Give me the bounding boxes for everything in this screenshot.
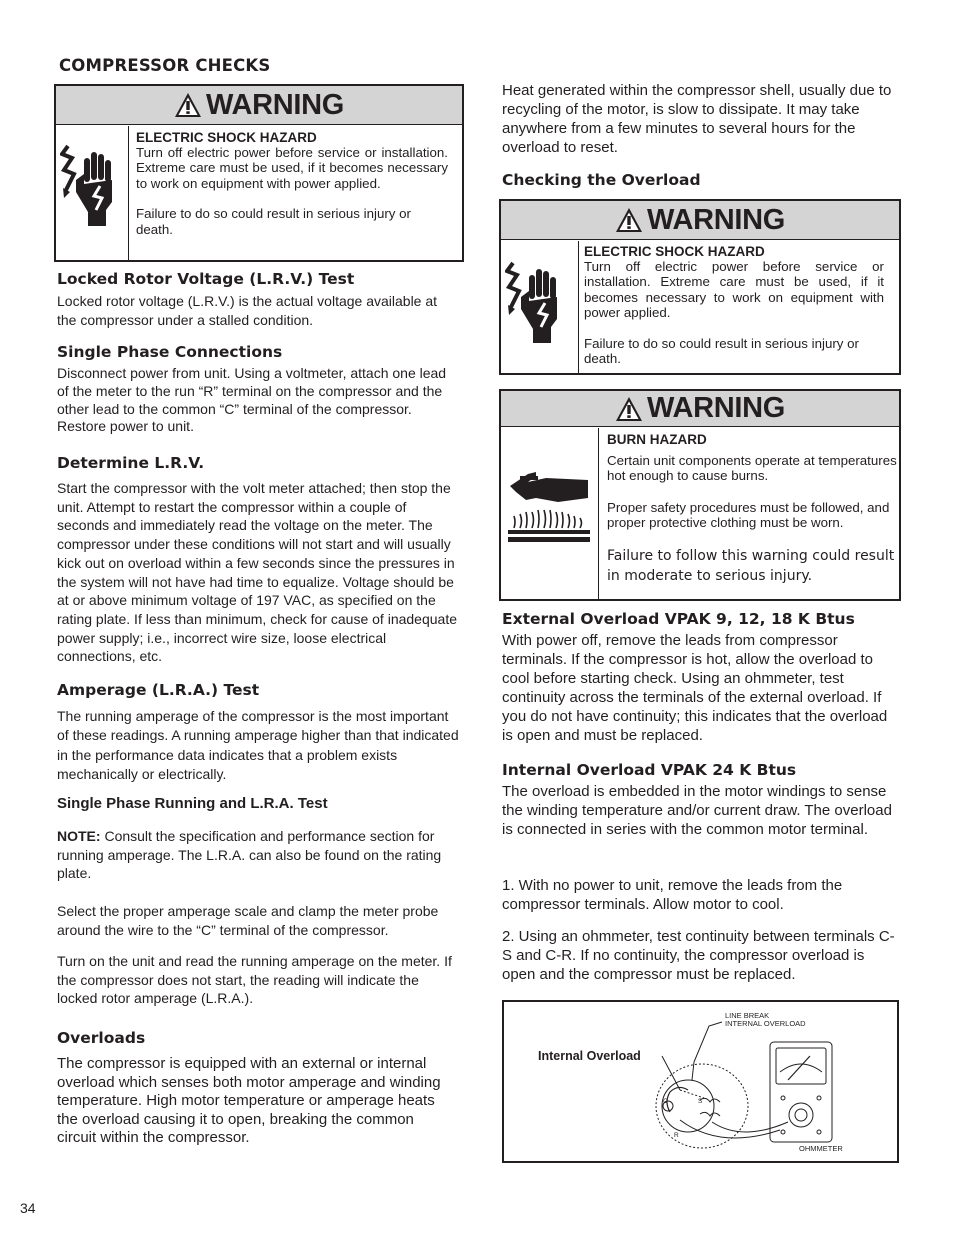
determine-lrv-body: Start the compressor with the volt meter attached; then stop the unit. Attempt to restart the compressor within a couple of seconds and immediately read the voltage on the meter. The compressor under these conditions will not start and will usually kick out on overload within a few seconds since the pressures in the system will not have had time to equalize. Voltage should be at or above minimum voltage of 197 VAC, as specified on the rating plate. If less than minimum, check for cause of inadequate power supply; i.e., incorrect wire size, loose electrical connections, etc. [57,480,457,665]
running-test-note: NOTE: Consult the specification and performance section for running amperage. The L.R.A. can also be found on the rating plate. [57,828,442,882]
lrv-test-body: Locked rotor voltage (L.R.V.) is the actual voltage available at the compressor under a stalled condition. [57,293,438,328]
warning-text: Certain unit components operate at temperatures hot enough to cause burns. [607,452,897,484]
electric-shock-hand-icon [505,261,567,345]
label-line-break: LINE BREAK [725,1011,770,1020]
terminal-c-label: C [663,1098,668,1105]
page-number: 34 [20,1200,36,1216]
warning-consequence: Failure to follow this warning could result in moderate to serious injury. [607,547,895,584]
warning-procedures: Proper safety procedures must be followed, and proper protective clothing must be worn. [607,499,890,531]
running-test-para2: Select the proper amperage scale and clamp the meter probe around the wire to the “C” terminal of the compressor. [57,903,439,938]
terminal-r-label: R [674,1132,679,1139]
warning-box-burn [499,389,901,601]
internal-overload-step2: 2. Using an ohmmeter, test continuity between terminals C-S and C-R. If no continuity, the compressor overload is open and the compressor must be replaced. [502,928,895,983]
internal-overload-step1: 1. With no power to unit, remove the leads from the compressor terminals. Allow motor to cool. [502,877,843,913]
warning-header: WARNING [501,201,899,240]
section-title: COMPRESSOR CHECKS [59,56,271,75]
lrv-test-title: Locked Rotor Voltage (L.R.V.) Test [57,270,355,288]
external-overload-body: With power off, remove the leads from compressor terminals. If the compressor is hot, allow the overload to cool before starting check. Using an ohmmeter, test continuity across the terminals of the external overload. If you do not have continuity; this indicates that the overload is open and must be replaced. [502,632,888,744]
checking-overload-title: Checking the Overload [502,171,701,189]
internal-overload-title: Internal Overload VPAK 24 K Btus [502,761,797,779]
warning-text: Turn off electric power before service or installation. Extreme care must be used, if it becomes necessary to work on equipment with power applied. [136,144,448,191]
warning-header: WARNING [501,391,899,427]
figure-caption: Internal Overload [538,1049,641,1063]
external-overload-title: External Overload VPAK 9, 12, 18 K Btus [502,610,855,628]
single-phase-title: Single Phase Connections [57,343,283,361]
warning-triangle-icon [615,396,643,422]
warning-consequence: Failure to do so could result in serious injury or death. [136,206,411,237]
warning-triangle-icon [615,207,643,233]
determine-lrv-title: Determine L.R.V. [57,454,205,472]
hazard-title: ELECTRIC SHOCK HAZARD [584,243,765,259]
overloads-title: Overloads [57,1029,146,1047]
internal-overload-body: The overload is embedded in the motor windings to sense the winding temperature and/or current draw. The overload is connected in series with the common motor terminal. [502,783,892,838]
hazard-title: BURN HAZARD [607,431,707,447]
terminal-s-label: S [698,1098,703,1105]
amperage-body: The running amperage of the compressor is the most important of these readings. A running amperage higher than that indicated in the performance data indicates that a problem exists mechanically or electrically. [57,708,459,782]
warning-consequence: Failure to do so could result in serious injury or death. [584,335,859,367]
amperage-title: Amperage (L.R.A.) Test [57,681,260,699]
hazard-title: ELECTRIC SHOCK HAZARD [136,129,317,145]
warning-triangle-icon [174,92,202,118]
overloads-body: The compressor is equipped with an external or internal overload which senses both motor amperage and winding temperature. High motor temperature or amperage heats the overload causing it to open, breaking the common circuit within the compressor. [57,1055,441,1147]
label-internal-overload: INTERNAL OVERLOAD [725,1019,806,1028]
warning-box-electric-shock-2 [499,199,901,375]
internal-overload-figure [502,1000,899,1163]
right-intro: Heat generated within the compressor shell, usually due to recycling of the motor, is slow to dissipate. It may take anywhere from a few minutes to several hours for the overload to reset. [502,82,892,156]
electric-shock-hand-icon [60,144,122,228]
label-ohmmeter: OHMMETER [799,1144,843,1153]
warning-text: Turn off electric power before service or installation. Extreme care must be used, if it becomes necessary to work on equipment with power applied. [584,258,884,321]
single-phase-body: Disconnect power from unit. Using a voltmeter, attach one lead of the meter to the run “R” terminal on the compressor and the other lead to the common “C” terminal of the compressor. Restore power to unit. [57,365,447,435]
running-test-para3: Turn on the unit and read the running amperage on the meter. If the compressor does not start, the reading will indicate the locked rotor amperage (L.R.A.). [57,953,452,1007]
burn-hand-icon [506,468,594,558]
warning-box-electric-shock-1 [54,84,464,262]
running-test-title: Single Phase Running and L.R.A. Test [57,795,328,812]
ohmmeter-diagram [504,1002,897,1161]
warning-header: WARNING [56,86,462,125]
